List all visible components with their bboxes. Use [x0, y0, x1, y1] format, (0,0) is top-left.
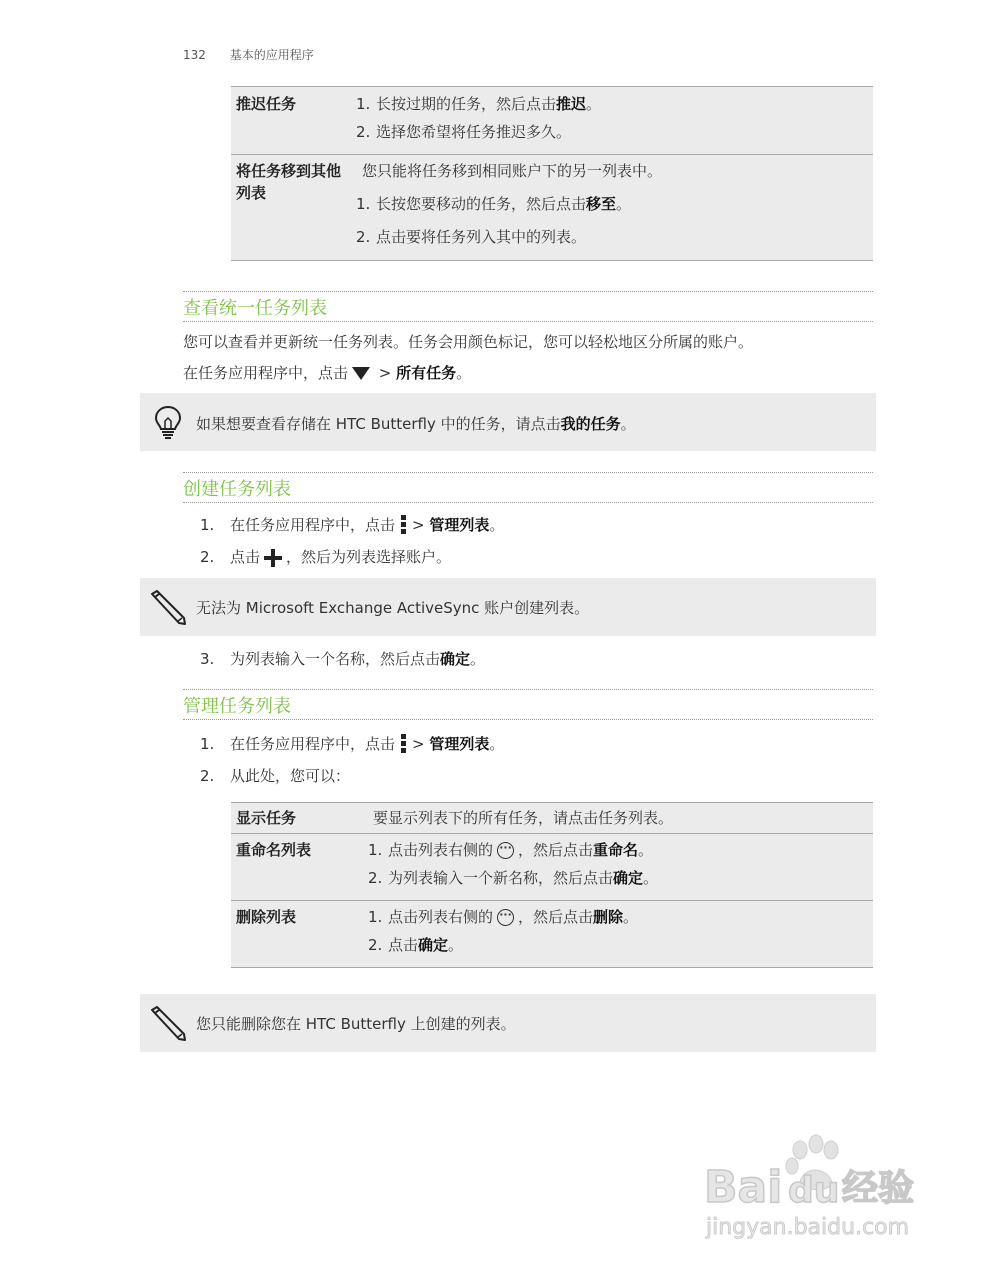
step-number: 1. [356, 195, 371, 213]
step-number: 1. [368, 841, 383, 859]
section-title-create-list: 创建任务列表 [183, 472, 873, 503]
instruction-post: 。 [456, 364, 472, 382]
list-text: 在任务应用程序中，点击 [230, 516, 396, 534]
row-label: 推迟任务 [236, 95, 297, 113]
step-item [368, 906, 638, 928]
step-bold: 确定 [613, 869, 644, 887]
step-number: 2. [368, 869, 383, 887]
step-post: 。 [643, 869, 659, 887]
tip-text-post: 。 [620, 415, 636, 433]
note-box [140, 578, 876, 636]
row-steps [356, 193, 631, 248]
tip-box [140, 393, 876, 451]
paragraph: 您可以查看并更新统一任务列表。任务会用颜色标记，您可以轻松地区分所属的账户。 [183, 333, 754, 351]
kebab-menu-icon [401, 515, 406, 536]
step-bold: 重命名 [593, 841, 639, 859]
manage-list-table [231, 802, 873, 968]
list-separator: > [412, 735, 430, 753]
table-row [231, 834, 873, 901]
list-number: 2. [200, 767, 215, 785]
step-bold: 确定 [418, 936, 449, 954]
kebab-menu-icon [401, 734, 406, 755]
row-label-line: 将任务移到其他 [236, 162, 342, 180]
step-bold: 移至 [586, 195, 617, 213]
tasks-actions-table [231, 86, 873, 261]
step-mid: ，然后点击 [518, 841, 594, 859]
step-number: 2. [356, 228, 371, 246]
list-bold: 管理列表 [429, 735, 490, 753]
list-number: 1. [200, 516, 215, 534]
step-text: 点击列表右侧的 [388, 841, 494, 859]
step-item [356, 121, 601, 143]
pencil-icon [148, 1004, 188, 1042]
note-text: 您只能删除您在 HTC Butterfly 上创建的列表。 [196, 1015, 516, 1033]
list-number: 1. [200, 735, 215, 753]
step-item [368, 839, 658, 861]
step-number: 1. [368, 908, 383, 926]
table-row [231, 155, 873, 261]
row-content [356, 93, 601, 143]
list-bold: 确定 [440, 650, 471, 668]
row-intro: 您只能将任务移到相同账户下的另一列表中。 [362, 162, 663, 180]
row-content [368, 906, 638, 956]
tip-text-main: 如果想要查看存储在 HTC Butterfly 中的任务，请点击 [196, 415, 561, 433]
step-post: 。 [623, 908, 639, 926]
row-content [362, 160, 662, 182]
step-item [368, 867, 658, 889]
row-label: 显示任务 [236, 809, 297, 827]
list-separator: > [412, 516, 430, 534]
list-post: 。 [470, 650, 486, 668]
step-post: 。 [448, 936, 464, 954]
list-item [200, 733, 504, 755]
tip-text-bold: 我的任务 [560, 415, 621, 433]
list-item [200, 546, 451, 567]
step-text: 点击 [388, 936, 419, 954]
baidu-jingyan-watermark [700, 1130, 940, 1250]
step-text: 选择您希望将任务推迟多久。 [376, 123, 572, 141]
list-post: 。 [489, 516, 505, 534]
watermark-brand2: du [788, 1170, 840, 1211]
step-post: 。 [616, 195, 632, 213]
tip-text [196, 413, 636, 434]
step-text: 点击要将任务列入其中的列表。 [376, 228, 587, 246]
instruction-text: 在任务应用程序中，点击 [183, 364, 349, 382]
step-post: 。 [586, 95, 602, 113]
list-text: 点击 [230, 548, 261, 566]
step-number: 2. [356, 123, 371, 141]
paragraph-instruction [183, 362, 471, 383]
note-box [140, 994, 876, 1052]
watermark-brand: Bai [704, 1162, 783, 1213]
list-post: ，然后为列表选择账户。 [286, 548, 452, 566]
list-item [200, 648, 485, 669]
step-number: 2. [368, 936, 383, 954]
step-text: 长按您要移动的任务，然后点击 [376, 195, 587, 213]
step-item [356, 193, 631, 215]
list-item [200, 765, 350, 786]
row-label-line: 列表 [236, 184, 267, 202]
step-post: 。 [638, 841, 654, 859]
watermark-cn: 经验 [842, 1168, 915, 1209]
step-text: 长按过期的任务，然后点击 [376, 95, 557, 113]
triangle-down-icon [352, 367, 370, 380]
table-row [231, 802, 873, 834]
step-bold: 推迟 [556, 95, 587, 113]
instruction-bold: 所有任务 [396, 364, 457, 382]
list-number: 2. [200, 548, 215, 566]
page-header [183, 46, 314, 63]
pencil-icon [148, 588, 188, 626]
list-bold: 管理列表 [429, 516, 490, 534]
plus-icon [264, 549, 282, 567]
instruction-separator: > [374, 364, 397, 382]
list-number: 3. [200, 650, 215, 668]
step-text: 为列表输入一个新名称，然后点击 [388, 869, 614, 887]
step-item [356, 93, 601, 115]
table-row [231, 86, 873, 155]
row-content [368, 839, 658, 889]
step-text: 点击列表右侧的 [388, 908, 494, 926]
list-text: 从此处，您可以： [230, 767, 351, 785]
step-item [356, 226, 631, 248]
list-item [200, 514, 504, 536]
list-post: 。 [489, 735, 505, 753]
watermark-url: jingyan.baidu.com [706, 1215, 910, 1240]
list-text: 在任务应用程序中，点击 [230, 735, 396, 753]
step-bold: 删除 [593, 908, 624, 926]
section-title-manage-list: 管理任务列表 [183, 689, 873, 720]
row-content: 要显示列表下的所有任务，请点击任务列表。 [373, 809, 674, 827]
step-item [368, 934, 638, 956]
table-row [231, 901, 873, 968]
watermark-logo [700, 1130, 940, 1250]
row-label [236, 160, 341, 204]
row-label: 重命名列表 [236, 841, 312, 859]
list-text: 为列表输入一个名称，然后点击 [230, 650, 441, 668]
more-icon: ··· [497, 909, 514, 926]
lightbulb-icon [148, 403, 188, 441]
row-label: 删除列表 [236, 908, 297, 926]
step-mid: ，然后点击 [518, 908, 594, 926]
step-number: 1. [356, 95, 371, 113]
section-title-unified-list: 查看统一任务列表 [183, 291, 873, 322]
more-icon: ··· [497, 842, 514, 859]
chapter-title: 基本的应用程序 [229, 48, 314, 62]
page-number: 132 [183, 48, 206, 62]
note-text: 无法为 Microsoft Exchange ActiveSync 账户创建列表。 [196, 599, 590, 617]
